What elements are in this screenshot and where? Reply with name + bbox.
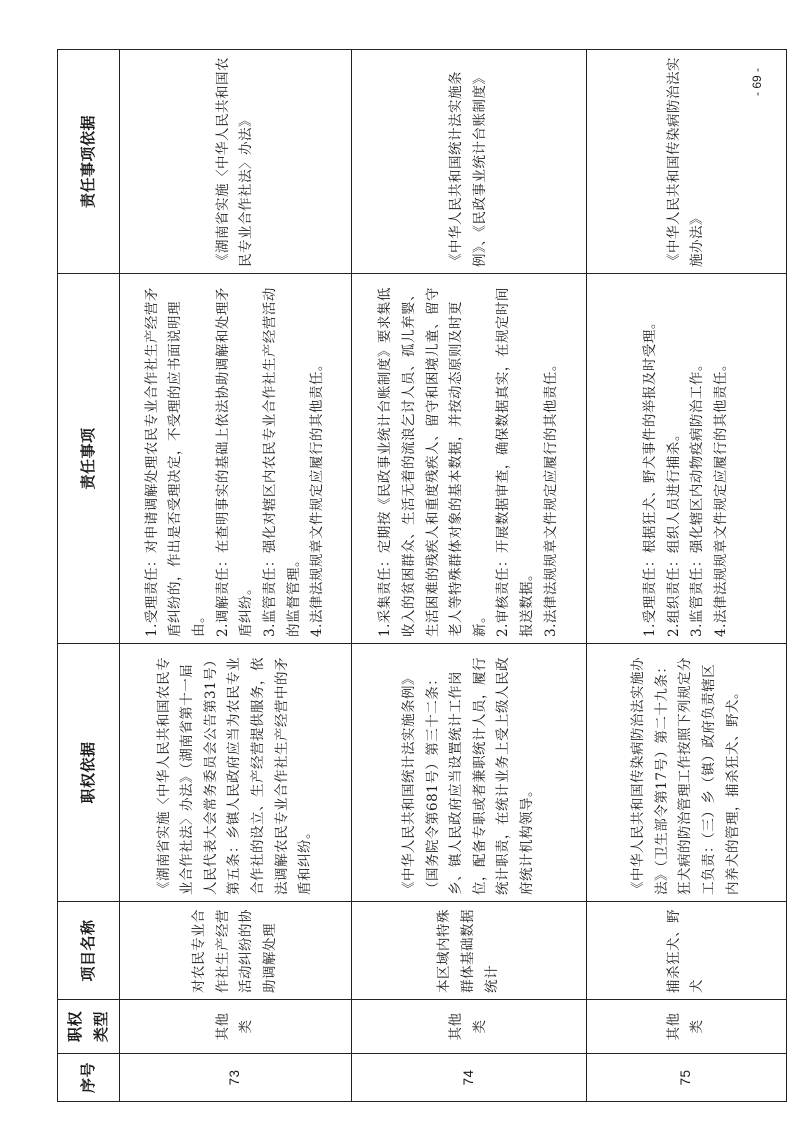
duty-item: 3.监管责任：强化辖区内动物疫病防治工作。: [689, 357, 706, 637]
duty-items: [586, 274, 786, 644]
duty-item: 4.法律法规规章文件规定应履行的其他责任。: [309, 357, 326, 637]
duty-basis: 《中华人民共和国统计法实施条例》、《民政事业统计台账制度》: [352, 50, 587, 274]
duty-item: 3.监管责任：强化对辖区内农民专业合作社生产经营活动的监督管理。: [261, 287, 302, 637]
authority-type: 其他类: [352, 1000, 587, 1054]
duty-item: 4.法律法规规章文件规定应履行的其他责任。: [712, 357, 729, 637]
authority-type: 其他类: [119, 1000, 352, 1054]
header-basis: 职权依据: [58, 644, 120, 902]
table-row: [586, 50, 786, 1102]
duty-items: [119, 274, 352, 644]
authority-basis: 《中华人民共和国统计法实施条例》（国务院令第681号）第三十二条：乡、镇人民政府应当设置统计工作岗位，配备专职或者兼职统计人员，履行统计职责，在统计业务上受上级人民政府统计机构领导。: [352, 644, 587, 902]
duty-table: [57, 49, 787, 1102]
table-header-row: [58, 50, 120, 1102]
duty-basis: 《湖南省实施〈中华人民共和国农民专业合作社法〉办法》: [119, 50, 352, 274]
table-row: [119, 50, 352, 1102]
item-name: 捕杀狂犬、野犬: [586, 902, 786, 1000]
header-duty: 责任事项: [58, 274, 120, 644]
authority-basis: 《湖南省实施〈中华人民共和国农民专业合作社法〉办法》（湖南省第十一届人民代表大会常务委员会公告第31号）第五条：乡镇人民政府应当为农民专业合作社的设立、生产经营提供服务，依法调解农民专业合作社生产经营中的矛盾和纠纷。: [119, 644, 352, 902]
duty-item: 2.调解责任：在查明事实的基础上依法协助调解和处理矛盾纠纷。: [214, 287, 255, 637]
duty-item: 1.采集责任：定期按《民政事业统计台账制度》要求集低收入的贫困群众、生活无着的流浪乞讨人员、孤儿弃婴、生活困难的残疾人和重度残疾人、留守和困境儿童、留守老人等特殊群体对象的基本数据，并按动态原则及时更新。: [377, 287, 488, 637]
duty-items: [352, 274, 587, 644]
header-type: 职权类型: [58, 1000, 120, 1054]
header-no: 序号: [58, 1054, 120, 1102]
page-number: - 69 -: [750, 68, 764, 97]
duty-item: 1.受理责任：根据狂犬、野犬事件的举报及时受理。: [642, 315, 659, 637]
item-name: 对农民专业合作社生产经营活动纠纷的协助调解处理: [119, 902, 352, 1000]
authority-basis: 《中华人民共和国传染病防治法实施办法》（卫生部令第17号）第二十九条：狂犬病的防治管理工作按照下列规定分工负责：（三）乡（镇）政府负责辖区内养犬的管理，捕杀狂犬、野犬。: [586, 644, 786, 902]
duty-item: 1.受理责任：对申请调解处理农民专业合作社生产经营矛盾纠纷的，作出是否受理决定，不受理的应书面说明理由。: [143, 287, 207, 637]
item-name: 本区域内特殊群体基础数据统计: [352, 902, 587, 1000]
header-duty-basis: 责任事项依据: [58, 50, 120, 274]
rotated-table-page: [57, 50, 787, 1102]
table-row: [352, 50, 587, 1102]
duty-basis: 《中华人民共和国传染病防治法实施办法》: [586, 50, 786, 274]
row-number: 73: [119, 1054, 352, 1102]
duty-item: 2.组织责任：组织人员进行捕杀。: [665, 427, 682, 637]
authority-type: 其他类: [586, 1000, 786, 1054]
header-name: 项目名称: [58, 902, 120, 1000]
duty-item: 2.审核责任：开展数据审查，确保数据真实，在规定时间报送数据。: [495, 287, 536, 637]
duty-item: 3.法律法规规章文件规定应履行的其他责任。: [542, 357, 559, 637]
row-number: 75: [586, 1054, 786, 1102]
row-number: 74: [352, 1054, 587, 1102]
